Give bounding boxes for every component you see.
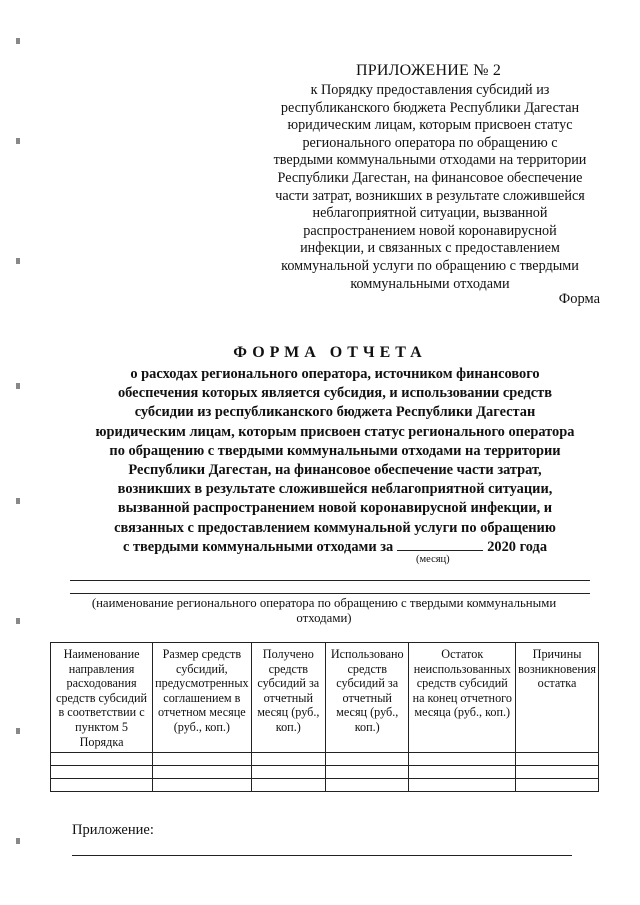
annex-line: к Порядку предоставления субсидий из <box>310 82 550 98</box>
table-cell[interactable] <box>325 766 408 779</box>
table-cell[interactable] <box>251 766 325 779</box>
table-cell[interactable] <box>251 753 325 766</box>
subtitle-line: Республики Дагестан, на финансовое обеспечение части затрат, <box>128 462 542 479</box>
report-title: ФОРМА ОТЧЕТА <box>233 344 427 361</box>
subtitle-last-prefix: с твердыми коммунальными отходами за <box>122 538 394 555</box>
table-cell[interactable] <box>516 753 599 766</box>
table-row <box>51 779 599 792</box>
table-cell[interactable] <box>409 779 516 792</box>
annex-line: инфекции, и связанных с предоставлением <box>300 240 560 257</box>
table-cell[interactable] <box>251 779 325 792</box>
annex-line: части затрат, возникших в результате сложившейся <box>275 187 585 204</box>
month-note: (месяц) <box>416 554 450 565</box>
operator-name-line[interactable] <box>70 580 590 581</box>
subtitle-last-line <box>60 538 610 557</box>
annex-body <box>250 82 610 293</box>
annex-line: юридическим лицам, которым присвоен статус <box>287 117 573 134</box>
column-header: Размер средств субсидий, предусмотренных соглашением в отчетном месяце (руб., коп.) <box>153 643 252 753</box>
column-header: Получено средств субсидий за отчетный месяц (руб., коп.) <box>251 643 325 753</box>
annex-line: твердыми коммунальными отходами на территории <box>273 152 587 169</box>
appendix-label: Приложение: <box>72 822 154 838</box>
subtitle-line: обеспечения которых является субсидия, и использовании средств <box>117 385 553 402</box>
table-cell[interactable] <box>516 766 599 779</box>
table-cell[interactable] <box>325 779 408 792</box>
subtitle-last-suffix: 2020 года <box>487 538 548 555</box>
annex-line: Республики Дагестан, на финансовое обеспечение <box>277 169 583 186</box>
table-cell[interactable] <box>516 779 599 792</box>
table-cell[interactable] <box>409 753 516 766</box>
table-cell[interactable] <box>153 779 252 792</box>
table-cell[interactable] <box>51 779 153 792</box>
subtitle-line: вызванной распространением новой коронавирусной инфекции, и <box>117 500 553 517</box>
report-subtitle <box>60 365 610 557</box>
subtitle-line: субсидии из республиканского бюджета Республики Дагестан <box>134 404 536 421</box>
column-header: Причины возникновения остатка <box>516 643 599 753</box>
column-header: Остаток неиспользованных средств субсидий на конец отчетного месяца (руб., коп.) <box>409 643 516 753</box>
column-header: Наименование направления расходования средств субсидий в соответствии с пунктом 5 Порядка <box>51 643 153 753</box>
table-header-row <box>51 643 599 753</box>
annex-line: коммунальными отходами <box>350 275 510 292</box>
table-cell[interactable] <box>325 753 408 766</box>
table-cell[interactable] <box>409 766 516 779</box>
divider-line <box>70 593 590 594</box>
report-table <box>50 642 599 792</box>
subtitle-line: юридическим лицам, которым присвоен статус регионального оператора <box>95 423 575 440</box>
annex-line: коммунальной услуги по обращению с твердыми <box>281 257 579 274</box>
subtitle-line: связанных с предоставлением коммунальной услуги по обращению <box>114 519 556 536</box>
table-row <box>51 753 599 766</box>
annex-line: распространением новой коронавирусной <box>303 222 557 239</box>
table-cell[interactable] <box>153 753 252 766</box>
table-cell[interactable] <box>153 766 252 779</box>
subtitle-line: о расходах регионального оператора, источником финансового <box>130 366 540 382</box>
table-cell[interactable] <box>51 753 153 766</box>
annex-title: ПРИЛОЖЕНИЕ № 2 <box>356 62 502 79</box>
table-cell[interactable] <box>51 766 153 779</box>
annex-line: регионального оператора по обращению с <box>302 134 558 151</box>
annex-line: неблагоприятной ситуации, вызванной <box>312 205 548 222</box>
subtitle-line: возникших в результате сложившейся неблагоприятной ситуации, <box>117 481 553 498</box>
form-label: Форма <box>558 291 600 307</box>
operator-caption: (наименование регионального оператора по обращению с твердыми коммунальными отходами) <box>91 596 557 625</box>
table-row <box>51 766 599 779</box>
appendix-line[interactable] <box>72 855 572 856</box>
subtitle-line: по обращению с твердыми коммунальными отходами на территории <box>109 442 561 459</box>
annex-line: республиканского бюджета Республики Дагестан <box>280 99 580 116</box>
month-blank-field[interactable] <box>397 538 483 551</box>
column-header: Использовано средств субсидий за отчетный месяц (руб., коп.) <box>325 643 408 753</box>
scan-edge-marks <box>16 28 22 878</box>
